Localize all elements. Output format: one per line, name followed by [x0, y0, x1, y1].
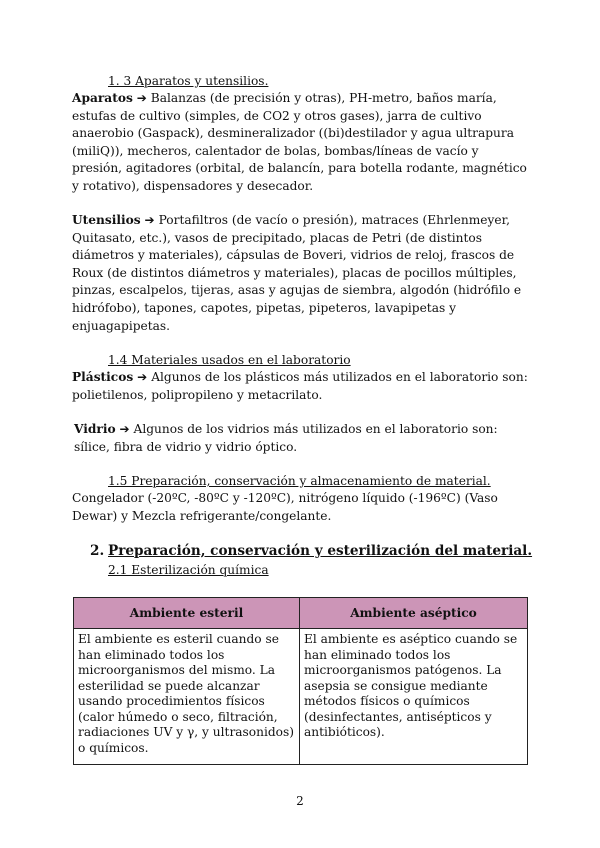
section-1-5-heading: 1.5 Preparación, conservación y almacenamiento de material.: [108, 474, 491, 488]
utensilios-paragraph: [72, 212, 532, 335]
comparison-table: [73, 597, 528, 765]
section-2-1-heading: 2.1 Esterilización química: [108, 563, 269, 577]
vidrio-label: Vidrio: [74, 422, 116, 436]
plasticos-label: Plásticos: [72, 370, 134, 384]
section-2-number: 2.: [90, 543, 105, 559]
aparatos-paragraph: [72, 90, 532, 196]
plasticos-paragraph: [72, 369, 532, 404]
arrow-icon: ➔: [140, 213, 159, 227]
vidrio-text: Algunos de los vidrios más utilizados en el laboratorio son: sílice, fibra de vidrio y vidrio óptico.: [74, 422, 498, 454]
section-1-3-heading: 1. 3 Aparatos y utensilios.: [108, 74, 269, 88]
section-1-4-heading: 1.4 Materiales usados en el laboratorio: [108, 353, 351, 367]
arrow-icon: ➔: [115, 422, 134, 436]
section-2-heading: [90, 541, 532, 561]
section-2-title: Preparación, conservación y esterilización del material.: [108, 543, 533, 559]
table-cell-esteril: El ambiente es esteril cuando se han eliminado todos los microorganismos del mismo. La esterilidad se puede alcanzar usando procedimientos físicos (calor húmedo o seco, filtración, radiaciones UV y γ, y ultrasonidos) o químicos.: [74, 629, 300, 765]
table-cell-aseptico: El ambiente es aséptico cuando se han eliminado todos los microorganismos patógenos. La asepsia se consigue mediante métodos físicos o químicos (desinfectantes, antisépticos y antibióticos).: [300, 629, 528, 765]
page-number: 2: [296, 794, 304, 808]
aparatos-text: Balanzas (de precisión y otras), PH-metro, baños maría, estufas de cultivo (simples, de CO2 y otros gases), jarra de cultivo anaerobio (Gaspack), desmineralizador ((bi)destilador y agua ultrapura (miliQ)), mecheros, calentador de bolas, bombas/líneas de vacío y presión, agitadores (orbital, de balancín, para botella rodante, magnético y rotativo), dispensadores y desecador.: [72, 91, 527, 193]
plasticos-text: Algunos de los plásticos más utilizados en el laboratorio son: polietilenos, polipropileno y metacrilato.: [72, 370, 528, 402]
table-header-row: [74, 598, 528, 629]
table-header-aseptico: Ambiente aséptico: [300, 598, 528, 629]
table-row: [74, 629, 528, 765]
table-header-esteril: Ambiente esteril: [74, 598, 300, 629]
section-1-5-paragraph: Congelador (-20ºC, -80ºC y -120ºC), nitrógeno líquido (-196ºC) (Vaso Dewar) y Mezcla refrigerante/congelante.: [72, 491, 498, 523]
utensilios-text: Portafiltros (de vacío o presión), matraces (Ehrlenmeyer, Quitasato, etc.), vasos de precipitado, placas de Petri (de distintos diámetros y materiales), cápsulas de Boveri, vidrios de reloj, frascos de Roux (de distintos diámetros y materiales), placas de pocillos múltiples, pinzas, escalpelos, tijeras, asas y agujas de siembra, algodón (hidrófilo e hidrófobo), tapones, capotes, pipetas, pipeteros, lavapipetas y enjuagapipetas.: [72, 213, 522, 333]
utensilios-label: Utensilios: [72, 213, 141, 227]
aparatos-label: Aparatos: [72, 91, 133, 105]
vidrio-paragraph: [74, 421, 534, 456]
arrow-icon: ➔: [132, 91, 151, 105]
arrow-icon: ➔: [133, 370, 152, 384]
